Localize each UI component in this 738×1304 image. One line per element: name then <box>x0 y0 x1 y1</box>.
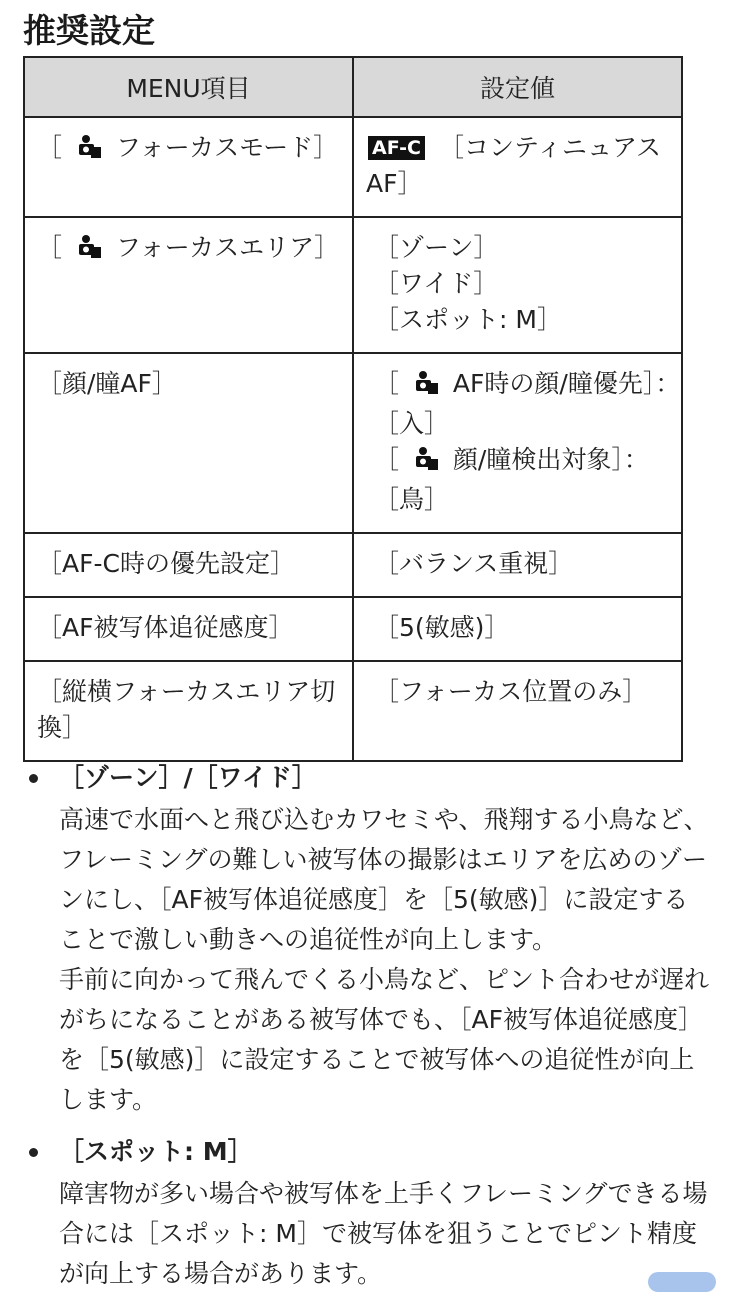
setting-value-line: ［ワイド］ <box>374 269 499 298</box>
note-paragraph: 高速で水面へと飛び込むカワセミや、飛翔する小鳥など、フレーミングの難しい被写体の撮影はエリアを広めのゾーンにし、［AF被写体追従感度］を［5(敏感)］に設定することで激しい動きへの追従性が向上します。 <box>59 805 709 954</box>
menu-item-cell <box>24 597 353 661</box>
table-row <box>24 353 682 533</box>
menu-item-cell <box>24 217 353 353</box>
menu-item-label-line <box>37 130 340 170</box>
list-item <box>23 1130 713 1294</box>
setting-value-line: ［スポット: M］ <box>374 305 562 334</box>
setting-value-line: ［ゾーン］ <box>374 233 499 262</box>
table-row <box>24 597 682 661</box>
list-item <box>23 756 713 1120</box>
setting-value-cell <box>353 661 682 761</box>
menu-item-text: ［AF-C時の優先設定］ <box>37 549 295 578</box>
setting-value-text: ［5(敏感)］ <box>374 613 510 642</box>
menu-item-text: ［顔/瞳AF］ <box>37 369 177 398</box>
menu-item-text: ［AF被写体追従感度］ <box>37 613 294 642</box>
setting-value-line <box>374 366 681 406</box>
setting-value-text: 顔/瞳検出対象］： <box>452 445 649 474</box>
setting-value-line: ［鳥］ <box>374 485 450 514</box>
menu-item-text: フォーカスエリア］ <box>115 233 340 262</box>
menu-item-cell <box>24 533 353 597</box>
column-header-setting-value: 設定値 <box>353 57 682 117</box>
camera-still-icon <box>78 234 102 270</box>
setting-value-cell <box>353 533 682 597</box>
section-title: 推奨設定 <box>23 11 155 50</box>
table-row <box>24 117 682 217</box>
setting-value-line: ［入］ <box>374 409 450 438</box>
camera-still-icon <box>415 370 439 406</box>
settings-table <box>23 56 683 762</box>
bracket-open: ［ <box>37 233 63 262</box>
menu-item-text: フォーカスモード］ <box>115 133 339 162</box>
scroll-to-top-button[interactable] <box>648 1272 716 1292</box>
setting-value-cell <box>353 597 682 661</box>
table-row <box>24 661 682 761</box>
setting-value-line <box>374 442 669 482</box>
setting-value-cell <box>353 353 682 533</box>
menu-item-text: ［縦横フォーカスエリア切換］ <box>37 677 336 742</box>
camera-still-icon <box>78 134 102 170</box>
notes-list <box>23 756 713 1304</box>
note-heading: ［ゾーン］/［ワイド］ <box>59 763 317 792</box>
table-row <box>24 217 682 353</box>
af-c-badge-icon: AF-C <box>368 136 425 160</box>
bracket-open: ［ <box>374 369 400 398</box>
note-paragraph: 障害物が多い場合や被写体を上手くフレーミングできる場合には［スポット: M］で被写体を狙うことでピント精度が向上する場合があります。 <box>59 1179 708 1288</box>
setting-value-text: AF時の顔/瞳優先］： <box>452 369 681 398</box>
setting-value-text: ［コンティニュアスAF］ <box>366 133 661 198</box>
table-header-row <box>24 57 682 117</box>
setting-value-text: ［フォーカス位置のみ］ <box>374 677 648 706</box>
bracket-open: ［ <box>37 133 63 162</box>
column-header-menu-item: MENU項目 <box>24 57 353 117</box>
bullet-dot-icon <box>29 1148 38 1157</box>
menu-item-cell <box>24 661 353 761</box>
menu-item-cell <box>24 117 353 217</box>
bullet-dot-icon <box>29 774 38 783</box>
menu-item-label-line <box>37 230 340 270</box>
bracket-open: ［ <box>374 445 400 474</box>
setting-value-cell <box>353 117 682 217</box>
setting-value-text: ［バランス重視］ <box>374 549 574 578</box>
menu-item-cell <box>24 353 353 533</box>
table-row <box>24 533 682 597</box>
setting-value-text-block <box>366 130 669 202</box>
note-heading: ［スポット: M］ <box>59 1137 253 1166</box>
note-paragraph: 手前に向かって飛んでくる小鳥など、ピント合わせが遅れがちになることがある被写体でも、［AF被写体追従感度］を［5(敏感)］に設定することで被写体への追従性が向上します。 <box>59 965 710 1114</box>
camera-still-icon <box>415 446 439 482</box>
setting-value-cell <box>353 217 682 353</box>
